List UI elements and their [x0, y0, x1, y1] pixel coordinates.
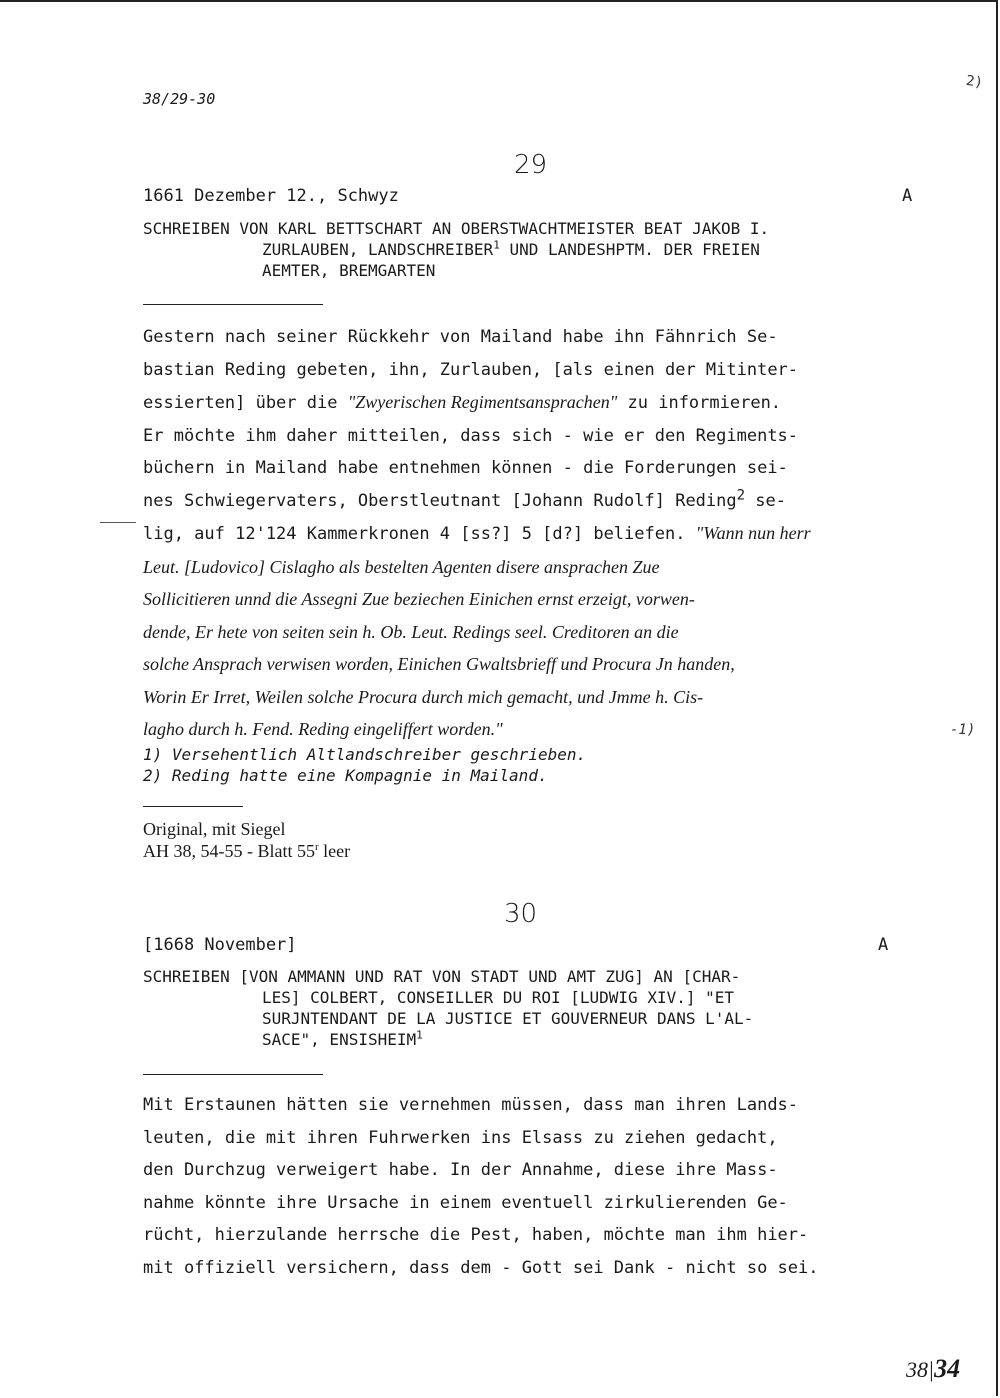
- doc-29-title-line1: SCHREIBEN VON KARL BETTSCHART AN OBERSTWACHTMEISTER BEAT JAKOB I.: [143, 219, 770, 238]
- doc-29-notes-rule: [143, 806, 243, 807]
- body-line: nahme könnte ihre Ursache in einem eventuell zirkulierenden Ge-: [143, 1192, 788, 1213]
- doc-29-number: 29: [514, 150, 548, 180]
- quote-line: dende, Er hete von seiten sein h. Ob. Leut. Redings seel. Creditoren an die: [143, 621, 679, 642]
- body-line: Gestern nach seiner Rückkehr von Mailand habe ihn Fähnrich Se-: [143, 327, 778, 347]
- footnote-2: 2) Reding hatte eine Kompagnie in Mailand.: [143, 766, 548, 785]
- doc-30-title-line2: LES] COLBERT, CONSEILLER DU ROI [LUDWIG XIV.] "ET: [262, 988, 735, 1007]
- source-line-2: AH 38, 54-55 - Blatt 55$^r$ leer: [143, 841, 351, 861]
- quote-line: Leut. [Ludovico] Cislagho als bestelten Agenten disere ansprachen Zue: [143, 556, 660, 577]
- body-line: bastian Reding gebeten, ihn, Zurlauben, [als einen der Mitinter-: [143, 359, 799, 380]
- body-line: Mit Erstaunen hätten sie vernehmen müssen, dass man ihren Lands-: [143, 1095, 799, 1115]
- doc-29-title-rule: [143, 304, 323, 305]
- archive-reference: 38/29-30: [143, 90, 216, 108]
- doc-29-margin-mark: -1): [950, 722, 976, 738]
- doc-30-title-line4: SACE", ENSISHEIM$^1$: [262, 1028, 423, 1049]
- body-line: rücht, hierzulande herrsche die Pest, haben, möchte man ihm hier-: [143, 1225, 809, 1245]
- doc-29-title: [143, 218, 769, 281]
- handwritten-corner-mark: 2): [964, 72, 984, 92]
- doc-30-number: 30: [504, 899, 538, 929]
- doc-30-date-place: [1668 November]: [143, 935, 297, 955]
- body-line: büchern in Mailand habe entnehmen können - die Forderungen sei-: [143, 458, 788, 478]
- doc-30-grade: A: [878, 935, 889, 955]
- body-line: Er möchte ihm daher mitteilen, dass sich - wie er den Regiments-: [143, 425, 799, 446]
- doc-29-body: [143, 321, 943, 746]
- margin-tick: [100, 522, 136, 523]
- body-line: lig, auf 12'124 Kammerkronen 4 [ss?] 5 [d?] beliefen. "Wann nun herr: [143, 523, 811, 544]
- doc-29-grade: A: [902, 186, 913, 206]
- body-line: mit offiziell versichern, dass dem - Gott sei Dank - nicht so sei.: [143, 1257, 819, 1278]
- body-line: nes Schwiegervaters, Oberstleutnant [Johann Rudolf] Reding$^2$ se-: [143, 486, 787, 511]
- quoted-term: "Zwyerischen Regimentsansprachen": [347, 392, 618, 412]
- doc-30-title: [143, 966, 753, 1050]
- handwritten-page-number: 38|34: [906, 1354, 961, 1383]
- doc-30-title-rule: [143, 1074, 323, 1075]
- quote-line: Worin Er Irret, Weilen solche Procura durch mich gemacht, und Jmme h. Cis-: [143, 686, 704, 707]
- quote-line: solche Ansprach verwisen worden, Einichen Gwaltsbrieff und Procura Jn handen,: [143, 654, 735, 674]
- doc-29-date-place: 1661 Dezember 12., Schwyz: [143, 186, 399, 206]
- doc-29-title-line2: ZURLAUBEN, LANDSCHREIBER$^1$ UND LANDESHPTM. DER FREIEN: [262, 238, 760, 259]
- doc-29-source: [143, 818, 350, 862]
- body-line: essierten] über die "Zwyerischen Regimentsansprachen" zu informieren.: [143, 392, 782, 413]
- quote-line: lagho durch h. Fend. Reding eingeliffert worden.": [143, 719, 503, 739]
- quote-line: Sollicitieren unnd die Assegni Zue beziechen Einichen ernst erzeigt, vorwen-: [143, 589, 695, 609]
- doc-29-footnotes: [143, 744, 586, 786]
- source-line-1: Original, mit Siegel: [143, 819, 286, 839]
- doc-30-title-line1: SCHREIBEN [VON AMMANN UND RAT VON STADT UND AMT ZUG] AN [CHAR-: [143, 967, 741, 986]
- doc-30-title-line3: SURJNTENDANT DE LA JUSTICE ET GOUVERNEUR DANS L'AL-: [262, 1009, 754, 1028]
- footnote-1: 1) Versehentlich Altlandschreiber geschrieben.: [143, 745, 587, 764]
- body-line: den Durchzug verweigert habe. In der Annahme, diese ihre Mass-: [143, 1160, 778, 1180]
- body-line: leuten, die mit ihren Fuhrwerken ins Elsass zu ziehen gedacht,: [143, 1127, 778, 1148]
- doc-29-title-line3: AEMTER, BREMGARTEN: [262, 261, 436, 280]
- doc-30-body: [143, 1089, 943, 1284]
